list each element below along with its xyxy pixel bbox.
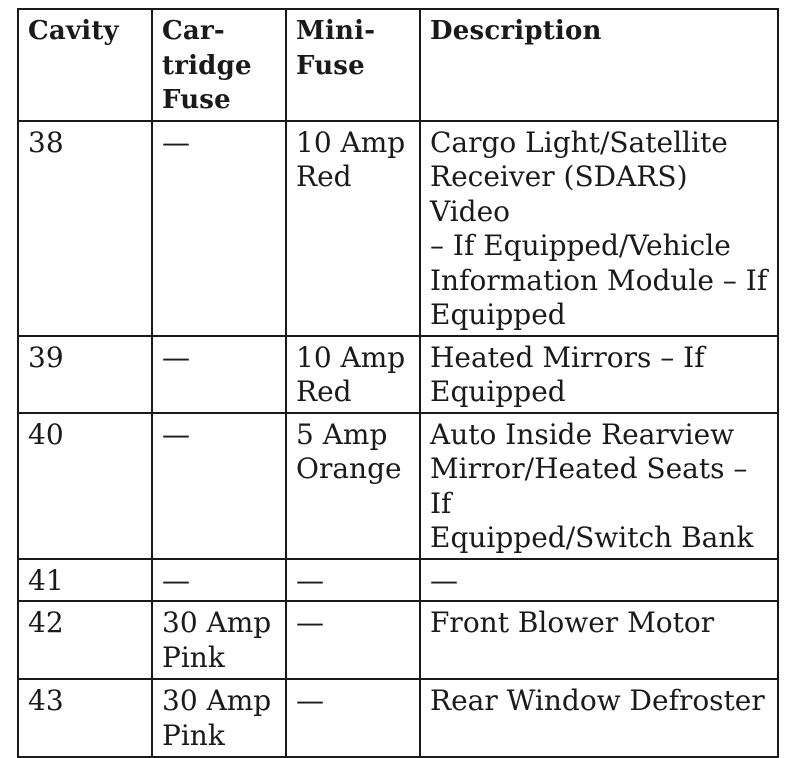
cell-mini-fuse: — [286, 601, 420, 679]
cell-cavity: 42 [18, 601, 152, 679]
cell-mini-fuse: 10 Amp Red [286, 121, 420, 336]
header-cartridge-fuse: Car- tridge Fuse [152, 9, 286, 121]
cell-cartridge-fuse: 30 Amp Pink [152, 601, 286, 679]
table-row [18, 413, 778, 559]
header-description: Description [420, 9, 778, 121]
table-row [18, 601, 778, 679]
header-cavity: Cavity [18, 9, 152, 121]
cell-description: — [420, 559, 778, 602]
cell-mini-fuse: 5 Amp Orange [286, 413, 420, 559]
cell-description: Auto Inside Rearview Mirror/Heated Seats – If Equipped/Switch Bank [420, 413, 778, 559]
cell-cartridge-fuse: 30 Amp Pink [152, 679, 286, 757]
header-mini-fuse: Mini- Fuse [286, 9, 420, 121]
cell-mini-fuse: — [286, 679, 420, 757]
fuse-table [17, 8, 779, 758]
cell-mini-fuse: 10 Amp Red [286, 336, 420, 413]
table-row [18, 336, 778, 413]
cell-cavity: 38 [18, 121, 152, 336]
cell-cartridge-fuse: — [152, 121, 286, 336]
cell-cavity: 39 [18, 336, 152, 413]
cell-cartridge-fuse: — [152, 336, 286, 413]
cell-mini-fuse: — [286, 559, 420, 602]
cell-cavity: 41 [18, 559, 152, 602]
table-row [18, 121, 778, 336]
cell-cavity: 40 [18, 413, 152, 559]
cell-description: Heated Mirrors – If Equipped [420, 336, 778, 413]
table-body [18, 121, 778, 758]
cell-description: Front Blower Motor [420, 601, 778, 679]
cell-cavity: 43 [18, 679, 152, 757]
table-row [18, 679, 778, 757]
cell-description: Rear Window Defroster [420, 679, 778, 757]
header-row [18, 9, 778, 121]
cell-cartridge-fuse: — [152, 413, 286, 559]
cell-cartridge-fuse: — [152, 559, 286, 602]
table-header [18, 9, 778, 121]
table-row [18, 559, 778, 602]
cell-description: Cargo Light/Satellite Receiver (SDARS) Video – If Equipped/Vehicle Information Module – If Equipped [420, 121, 778, 336]
